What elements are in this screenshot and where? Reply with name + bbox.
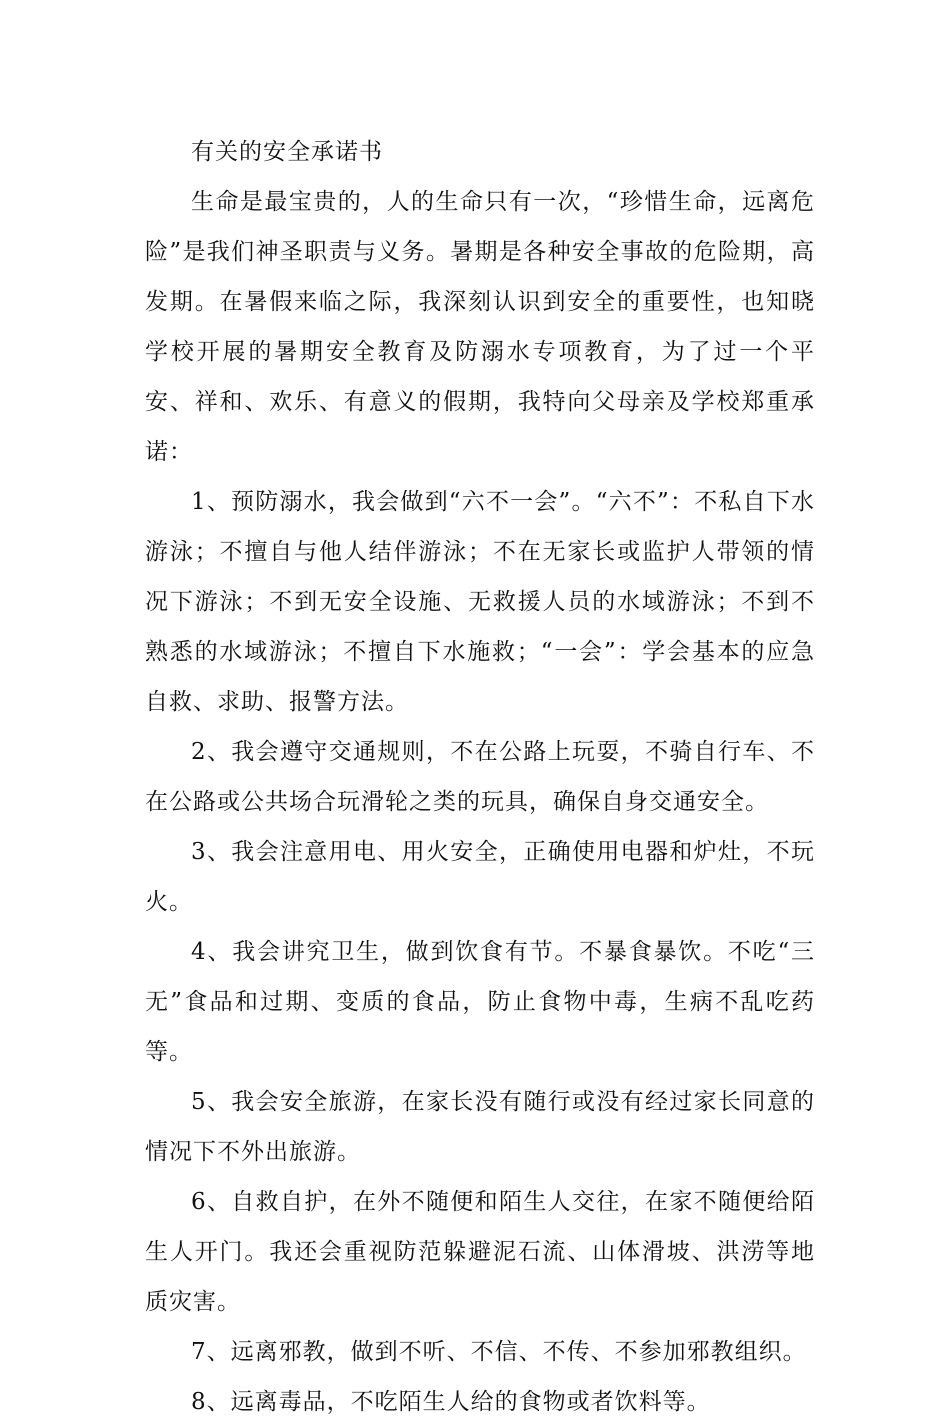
promise-item-8: 8、远离毒品，不吃陌生人给的食物或者饮料等。 bbox=[191, 1389, 711, 1415]
promise-item-5: 5、我会安全旅游，在家长没有随行或没有经过家长同意的情况下不外出旅游。 bbox=[145, 1089, 815, 1165]
promise-item-7: 7、远离邪教，做到不听、不信、不传、不参加邪教组织。 bbox=[191, 1339, 807, 1365]
promise-item-6: 6、自救自护，在外不随便和陌生人交往，在家不随便给陌生人开门。我还会重视防范躲避泥石流、山体滑坡、洪涝等地质灾害。 bbox=[145, 1189, 815, 1315]
promise-item-3: 3、我会注意用电、用火安全，正确使用电器和炉灶，不玩火。 bbox=[145, 839, 815, 915]
document-title: 有关的安全承诺书 bbox=[191, 139, 383, 165]
promise-item-1: 1、预防溺水，我会做到“六不一会”。“六不”：不私自下水游泳；不擅自与他人结伴游泳；不在无家长或监护人带领的情况下游泳；不到无安全设施、无救援人员的水域游泳；不到不熟悉的水域游泳；不擅自下水施救；“一会”：学会基本的应急自救、求助、报警方法。 bbox=[145, 489, 815, 715]
promise-item-4: 4、我会讲究卫生，做到饮食有节。不暴食暴饮。不吃“三无”食品和过期、变质的食品，防止食物中毒，生病不乱吃药等。 bbox=[145, 939, 815, 1065]
intro-paragraph: 生命是最宝贵的，人的生命只有一次，“珍惜生命，远离危险”是我们神圣职责与义务。暑期是各种安全事故的危险期，高发期。在暑假来临之际，我深刻认识到安全的重要性，也知晓学校开展的暑期安全教育及防溺水专项教育，为了过一个平安、祥和、欢乐、有意义的假期，我特向父母亲及学校郑重承诺： bbox=[145, 189, 815, 465]
promise-item-2: 2、我会遵守交通规则，不在公路上玩耍，不骑自行车、不在公路或公共场合玩滑轮之类的玩具，确保自身交通安全。 bbox=[145, 739, 815, 815]
document-body bbox=[145, 127, 815, 1427]
